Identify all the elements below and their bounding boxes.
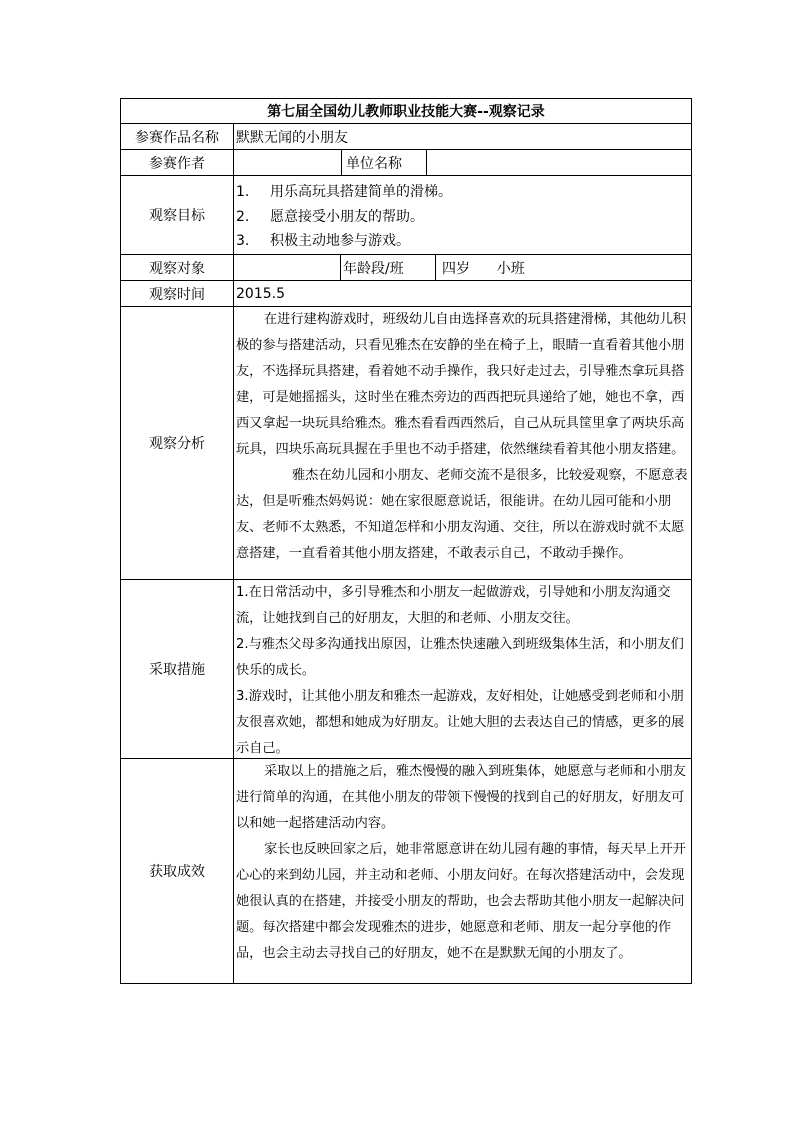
observation-subject-value: [233, 254, 341, 281]
observation-subject-label: 观察对象: [120, 254, 234, 281]
results-content: [233, 758, 692, 984]
results-paragraph: 采取以上的措施之后，雅杰慢慢的融入到班集体，她愿意与老师和小朋友进行简单的沟通，在其他小朋友的带领下慢慢的找到自己的好朋友，好朋友可以和她一起搭建活动内容。: [236, 764, 686, 831]
observation-record-table: [120, 98, 692, 984]
observation-analysis-label: 观察分析: [120, 306, 234, 580]
goal-item: 2. 愿意接受小朋友的帮助。: [236, 208, 424, 225]
measures-content: [233, 579, 692, 759]
goal-item: 1. 用乐高玩具搭建简单的滑梯。: [236, 184, 452, 200]
document-title: 第七届全国幼儿教师职业技能大赛--观察记录: [120, 98, 692, 124]
age-class-label: 年龄段/班: [340, 254, 436, 281]
work-name-label: 参赛作品名称: [120, 123, 234, 150]
age-class-value: 四岁 小班: [435, 254, 692, 281]
analysis-paragraph: 在进行建构游戏时，班级幼儿自由选择喜欢的玩具搭建滑梯，其他幼儿积极的参与搭建活动，只看见雅杰在安静的坐在椅子上，眼睛一直看着其他小朋友，不选择玩具搭建，看着她不动手操作，我只好走过去，引导雅杰拿玩具搭建，可是她摇摇头，这时坐在雅杰旁边的西西把玩具递给了她，她也不拿，西西又拿起一块玩具给雅杰。雅杰看看西西然后，自己从玩具筐里拿了两块乐高玩具，四块乐高玩具握在手里也不动手搭建，依然继续看着其他小朋友搭建。: [236, 312, 686, 457]
work-name-value: 默默无闻的小朋友: [233, 123, 692, 150]
observation-time-value: 2015.5: [233, 280, 692, 307]
measure-item: 2.与雅杰父母多沟通找出原因，让雅杰快速融入到班级集体生活，和小朋友们快乐的成长。: [236, 637, 684, 678]
observation-goals-label: 观察目标: [120, 175, 234, 255]
observation-goals-content: [233, 175, 692, 255]
analysis-paragraph: 雅杰在幼儿园和小朋友、老师交流不是很多，比较爱观察，不愿意表达，但是听雅杰妈妈说：她在家很愿意说话，很能讲。在幼儿园可能和小朋友、老师不太熟悉，不知道怎样和小朋友沟通、交往，所以在游戏时就不太愿意搭建，一直看着其他小朋友搭建，不敢表示自己，不敢动手操作。: [236, 468, 688, 561]
unit-name-value: [426, 149, 692, 176]
results-paragraph: 家长也反映回家之后，她非常愿意讲在幼儿园有趣的事情，每天早上开开心心的来到幼儿园，并主动和老师、小朋友问好。在每次搭建活动中，会发现她很认真的在搭建，并接受小朋友的帮助，也会去帮助其他小朋友一起解决问题。每次搭建中都会发现雅杰的进步，她愿意和老师、朋友一起分享他的作品，也会主动去寻找自己的好朋友，她不在是默默无闻的小朋友了。: [236, 842, 686, 961]
results-label: 获取成效: [120, 758, 234, 984]
author-label: 参赛作者: [120, 149, 234, 176]
unit-name-label: 单位名称: [341, 149, 427, 176]
observation-time-label: 观察时间: [120, 280, 234, 307]
observation-analysis-content: [233, 306, 692, 580]
goals-list: [236, 180, 691, 254]
measure-item: 1.在日常活动中，多引导雅杰和小朋友一起做游戏，引导她和小朋友沟通交流，让她找到自己的好朋友，大胆的和老师、小朋友交往。: [236, 585, 671, 626]
measure-item: 3.游戏时，让其他小朋友和雅杰一起游戏，友好相处，让她感受到老师和小朋友很喜欢她，都想和她成为好朋友。让她大胆的去表达自己的情感，更多的展示自己。: [236, 689, 685, 756]
goal-item: 3. 积极主动地参与游戏。: [236, 233, 410, 249]
measures-label: 采取措施: [120, 579, 234, 759]
author-value: [233, 149, 342, 176]
